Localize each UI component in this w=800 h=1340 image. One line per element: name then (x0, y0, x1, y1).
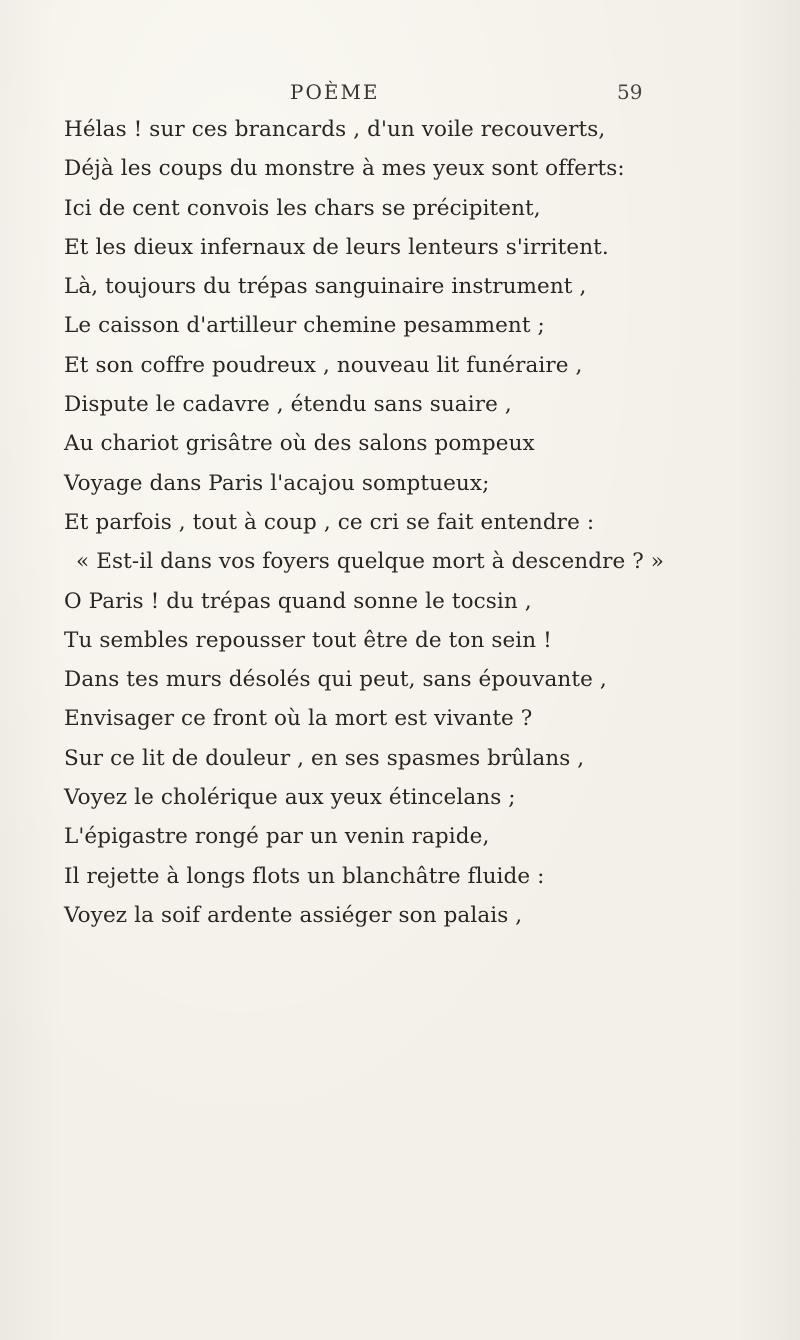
verse-line: Et les dieux infernaux de leurs lenteurs s'irritent. (64, 234, 609, 260)
verse-line: Sur ce lit de douleur , en ses spasmes brûlans , (64, 745, 585, 771)
verse-line: Il rejette à longs flots un blanchâtre fluide : (64, 863, 545, 889)
poem-text (64, 110, 784, 935)
verse-line: Ici de cent convois les chars se précipitent, (64, 195, 541, 221)
running-title: POÈME (290, 80, 380, 104)
page-header (0, 80, 800, 112)
verse-line: Voyage dans Paris l'acajou somptueux; (64, 470, 490, 496)
verse-line: Là, toujours du trépas sanguinaire instrument , (64, 274, 587, 300)
verse-line: L'épigastre rongé par un venin rapide, (64, 824, 490, 850)
page-number: 59 (617, 80, 643, 104)
verse-line: Au chariot grisâtre où des salons pompeux (64, 431, 535, 457)
verse-line: Dans tes murs désolés qui peut, sans épouvante , (64, 667, 607, 693)
verse-line: Voyez le cholérique aux yeux étincelans ; (64, 785, 516, 811)
verse-line: Hélas ! sur ces brancards , d'un voile recouverts, (64, 117, 606, 142)
verse-line: Déjà les coups du monstre à mes yeux sont offerts: (64, 156, 625, 182)
verse-line: Et parfois , tout à coup , ce cri se fait entendre : (64, 509, 595, 535)
verse-line: Le caisson d'artilleur chemine pesamment ; (64, 313, 545, 339)
verse-line: Voyez la soif ardente assiéger son palais , (64, 902, 523, 928)
verse-line: Dispute le cadavre , étendu sans suaire , (64, 392, 512, 418)
verse-line: Et son coffre poudreux , nouveau lit funéraire , (64, 352, 583, 378)
verse-line: Tu sembles repousser tout être de ton sein ! (64, 627, 552, 653)
verse-line-quote: « Est-il dans vos foyers quelque mort à descendre ? » (76, 549, 665, 575)
verse-line: Envisager ce front où la mort est vivante ? (64, 706, 533, 732)
verse-line: O Paris ! du trépas quand sonne le tocsin , (64, 588, 532, 614)
